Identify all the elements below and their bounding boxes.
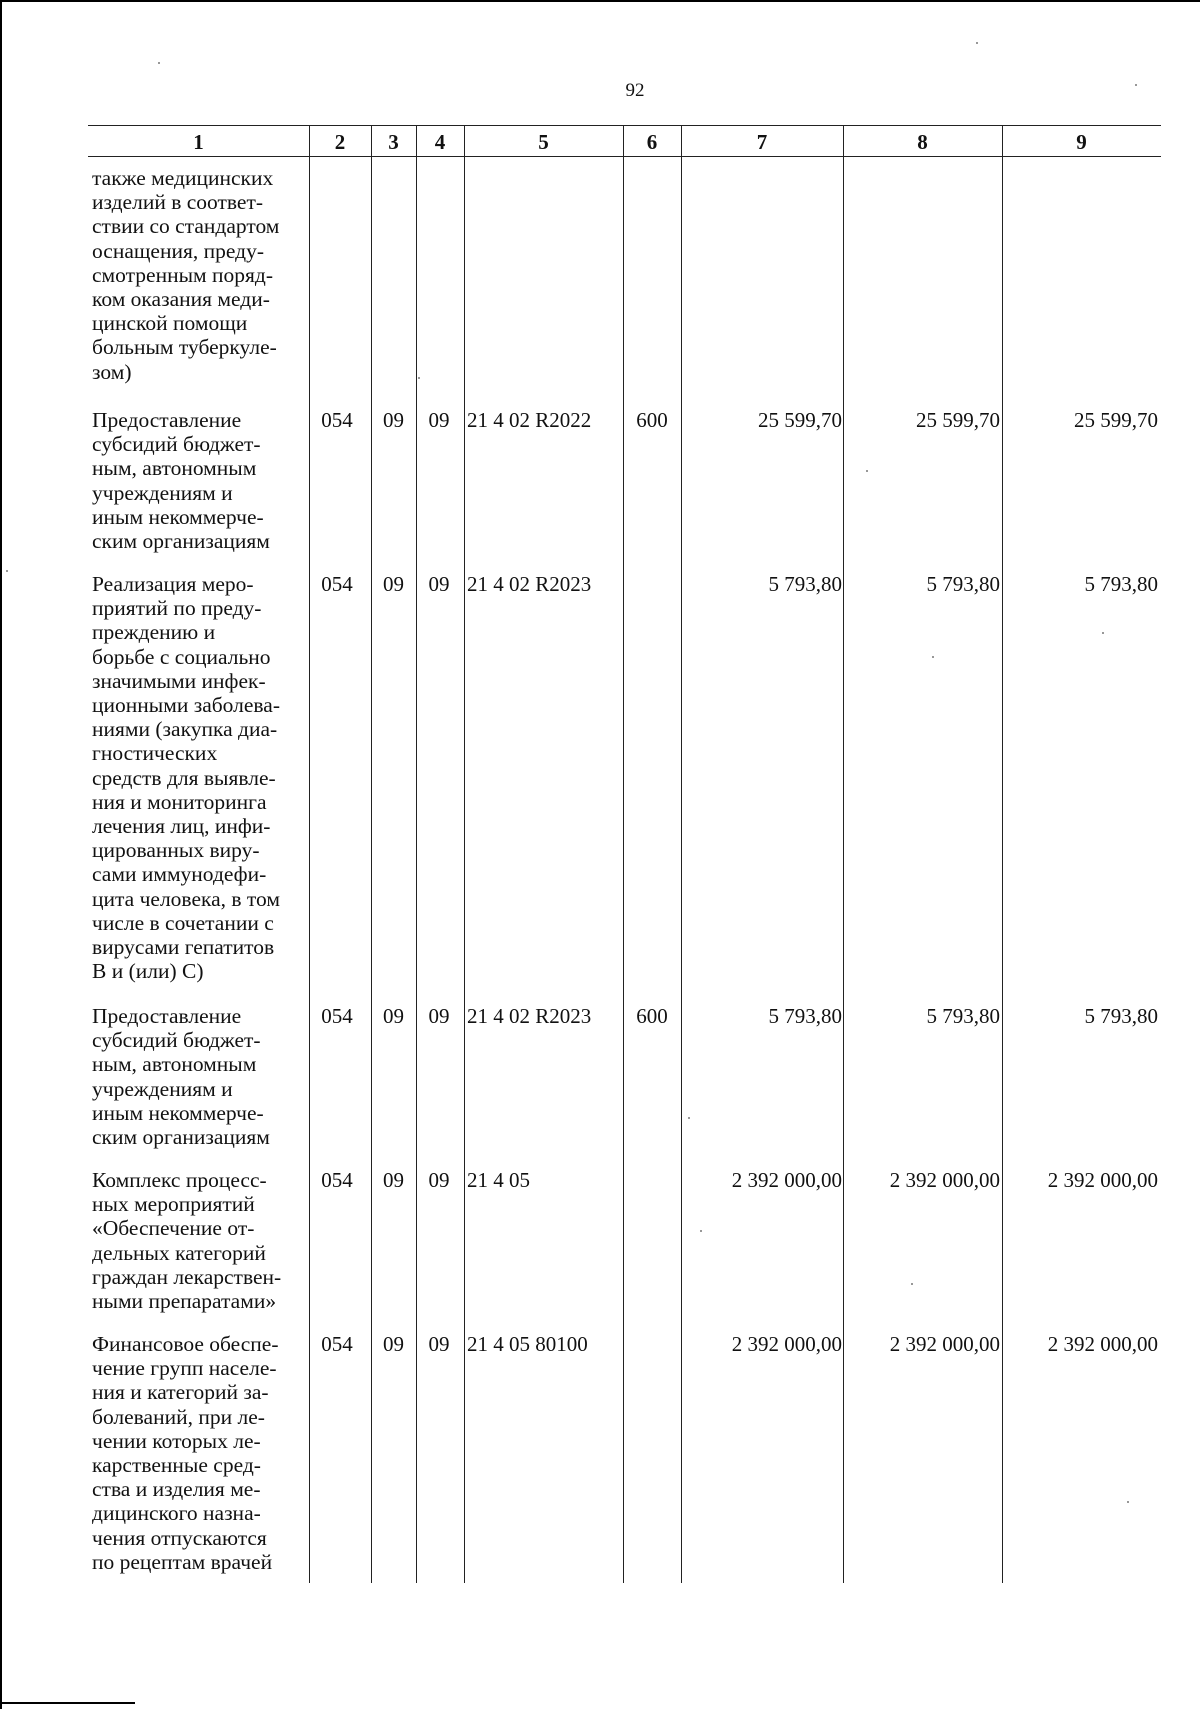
cell-col-5: 21 4 02 R2023 [467,1004,592,1028]
header-col-8: 8 [917,130,928,154]
cell-col-3: 09 [383,1004,404,1028]
cell-col-2: 054 [321,408,353,432]
row-description: Реализация меро- приятий по преду- преждению и борьбе с социально значимыми инфек- ционными заболева- ниями (закупка диа- гностических средств для выявле- ния и мониторинга лечения лиц, инфи- цированных виру- сами иммунодефи- цита человека, в том числе в сочетании с вирусами гепатитов В и (или) С) [92,572,280,984]
row-description: Предоставление субсидий бюджет- ным, автономным учреждениям и иным некоммерче- ским организациям [92,1004,270,1150]
row-description: Предоставление субсидий бюджет- ным, автономным учреждениям и иным некоммерче- ским организациям [92,408,270,554]
cell-col-7: 5 793,80 [768,1004,842,1028]
cell-col-8: 2 392 000,00 [889,1332,1000,1356]
scan-speck [911,1283,913,1285]
cell-col-9: 25 599,70 [1074,408,1158,432]
header-col-5: 5 [538,130,549,154]
cell-col-4: 09 [428,1004,450,1028]
scan-speck [6,570,8,572]
page-number: 92 [625,80,645,101]
cell-col-3: 09 [383,1168,404,1192]
table-top-border [88,125,1161,126]
cell-col-2: 054 [321,572,353,596]
column-divider [623,125,624,1583]
scan-speck [932,656,934,658]
scan-bottom-mark [0,1702,135,1704]
scan-speck [866,470,868,472]
header-col-6: 6 [646,130,658,154]
scan-speck [976,42,978,44]
column-divider [843,125,844,1583]
cell-col-6: 600 [636,408,668,432]
header-col-1: 1 [193,130,204,154]
column-divider [1002,125,1003,1583]
header-col-9: 9 [1076,130,1087,154]
cell-col-8: 5 793,80 [926,1004,1000,1028]
cell-col-6: 600 [636,1004,668,1028]
cell-col-9: 5 793,80 [1084,1004,1158,1028]
cell-col-5: 21 4 02 R2023 [467,572,592,596]
cell-col-5: 21 4 02 R2022 [467,408,592,432]
cell-col-7: 2 392 000,00 [731,1332,842,1356]
cell-col-8: 2 392 000,00 [889,1168,1000,1192]
cell-col-5: 21 4 05 80100 [467,1332,588,1356]
cell-col-2: 054 [321,1332,353,1356]
header-col-3: 3 [388,130,399,154]
cell-col-8: 5 793,80 [926,572,1000,596]
cell-col-2: 054 [321,1168,353,1192]
column-divider [416,125,417,1583]
cell-col-2: 054 [321,1004,353,1028]
cell-col-9: 5 793,80 [1084,572,1158,596]
cell-col-4: 09 [428,408,450,432]
cell-col-7: 5 793,80 [768,572,842,596]
cell-col-7: 2 392 000,00 [731,1168,842,1192]
header-col-2: 2 [334,130,346,154]
scan-speck [700,1230,702,1232]
scan-speck [688,1117,690,1119]
column-divider [309,125,310,1583]
cell-col-9: 2 392 000,00 [1047,1332,1158,1356]
cell-col-4: 09 [428,1168,450,1192]
column-divider [371,125,372,1583]
row-description: Финансовое обеспе- чение групп населе- ния и категорий за- болеваний, при ле- чении которых ле- карственные сред- ства и изделия ме- дицинского назна- чения отпускаются по рецептам врачей [92,1332,279,1574]
cell-col-7: 25 599,70 [758,408,842,432]
cell-col-4: 09 [428,572,450,596]
column-divider [464,125,465,1583]
scan-speck [1102,632,1104,634]
header-col-7: 7 [756,130,768,154]
header-col-4: 4 [434,130,446,154]
cell-col-3: 09 [383,408,404,432]
cell-col-3: 09 [383,1332,404,1356]
cell-col-4: 09 [428,1332,450,1356]
row-description: Комплекс процесс- ных мероприятий «Обеспечение от- дельных категорий граждан лекарствен- ными препаратами» [92,1168,282,1314]
cell-col-3: 09 [383,572,404,596]
cell-col-5: 21 4 05 [467,1168,530,1192]
column-divider [681,125,682,1583]
cell-col-8: 25 599,70 [916,408,1000,432]
scan-speck [418,377,420,379]
row-description: также медицинских изделий в соответ- ствии со стандартом оснащения, преду- смотренным поряд- ком оказания меди- цинской помощи больным туберкуле- зом) [92,166,280,384]
scan-speck [158,62,160,64]
scan-top-edge [0,0,1200,2]
scan-speck [1127,1501,1129,1503]
scan-left-edge [0,0,2,1709]
cell-col-9: 2 392 000,00 [1047,1168,1158,1192]
